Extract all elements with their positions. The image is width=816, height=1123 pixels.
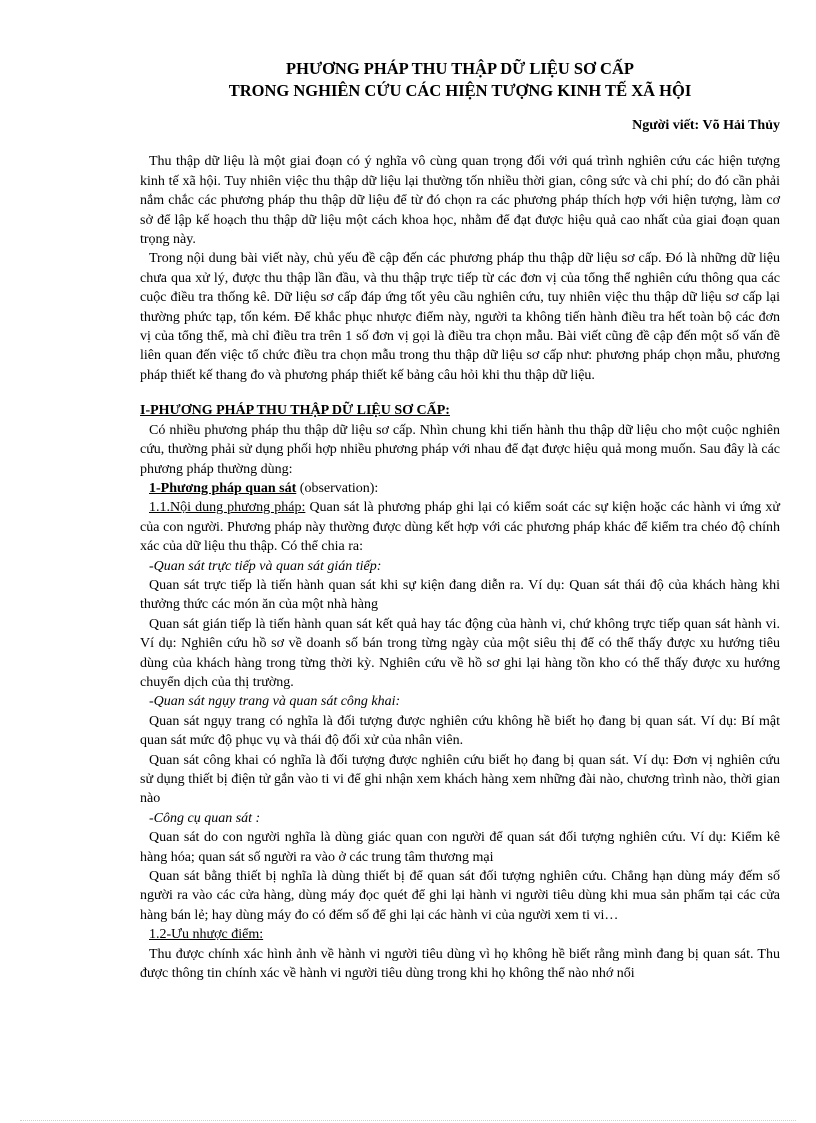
method-1-title: 1-Phương pháp quan sát	[149, 480, 297, 496]
subsection-1-2-paragraph: Thu được chính xác hình ảnh về hành vi người tiêu dùng vì họ không hề biết rằng mình đang bị quan sát. Thu được thông tin chính xác về hành vi người tiêu dùng trong khi họ không thể nào nhớ nổi	[140, 946, 780, 982]
section-1-paragraph: Có nhiều phương pháp thu thập dữ liệu sơ cấp. Nhìn chung khi tiến hành thu thập dữ liệu cho một cuộc nghiên cứu, thường phải sử dụng phối hợp nhiều phương pháp với nhau để đạt được hiệu quả mong muốn. Sau đây là các phương pháp thường dùng:	[140, 422, 780, 477]
type-b-paragraph-1: Quan sát ngụy trang có nghĩa là đối tượng được nghiên cứu không hề biết họ đang bị quan sát. Ví dụ: Bí mật quan sát mức độ phục vụ và thái độ đối xử của nhân viên.	[140, 713, 780, 749]
type-a-paragraph-1: Quan sát trực tiếp là tiến hành quan sát khi sự kiện đang diễn ra. Ví dụ: Quan sát thái độ của khách hàng khi thưởng thức các món ăn của một nhà hàng	[140, 577, 780, 613]
type-b-paragraph-2: Quan sát công khai có nghĩa là đối tượng được nghiên cứu biết họ đang bị quan sát. Ví dụ: Đơn vị nghiên cứu sử dụng thiết bị điện tử gắn vào ti vi để ghi nhận xem khách hàng xem những đài nào, chương trình nào, thời gian nào	[140, 752, 780, 807]
title-line-2: TRONG NGHIÊN CỨU CÁC HIỆN TƯỢNG KINH TẾ XÃ HỘI	[228, 81, 692, 100]
subsection-1-1	[140, 498, 780, 556]
intro-paragraph-2: Trong nội dung bài viết này, chủ yếu đề cập đến các phương pháp thu thập dữ liệu sơ cấp. Đó là những dữ liệu chưa qua xử lý, được thu thập lần đầu, và thu thập trực tiếp từ các đơn vị của tổng thể nghiên cứu thông qua các cuộc điều tra thống kê. Dữ liệu sơ cấp đáp ứng tốt yêu cầu nghiên cứu, tuy nhiên việc thu thập dữ liệu sơ cấp lại thường phức tạp, tốn kém. Để khắc phục nhược điểm này, người ta không tiến hành điều tra hết toàn bộ các đơn vị của tổng thể, mà chỉ điều tra trên 1 số đơn vị gọi là điều tra chọn mẫu. Bài viết cũng đề cập đến một số vấn đề liên quan đến việc tổ chức điều tra chọn mẫu trong thu thập dữ liệu sơ cấp như: phương pháp chọn mẫu, phương pháp thiết kế thang đo và phương pháp thiết kế bảng câu hỏi khi thu thập dữ liệu.	[140, 251, 780, 383]
section-1-heading: I-PHƯƠNG PHÁP THU THẬP DỮ LIỆU SƠ CẤP:	[140, 403, 450, 419]
method-1-heading-line	[140, 479, 780, 498]
intro-paragraph-1: Thu thập dữ liệu là một giai đoạn có ý nghĩa vô cùng quan trọng đối với quá trình nghiên cứu các hiện tượng kinh tế xã hội. Tuy nhiên việc thu thập dữ liệu lại thường tốn nhiều thời gian, công sức và chi phí; do đó cần phải nắm chắc các phương pháp thu thập dữ liệu để từ đó chọn ra các phương pháp thích hợp với hiện tượng, làm cơ sở để lập kế hoạch thu thập dữ liệu một cách khoa học, nhằm để đạt được hiệu quả cao nhất của giai đoạn quan trọng này.	[140, 154, 780, 248]
type-a-paragraph-2: Quan sát gián tiếp là tiến hành quan sát kết quả hay tác động của hành vi, chứ không trực tiếp quan sát hành vi. Ví dụ: Nghiên cứu hồ sơ về doanh số bán trong từng ngày của một siêu thị để có thể thấy được xu hướng tiêu dùng của khách hàng trong từng thời kỳ. Nghiên cứu về hồ sơ ghi lại hàng tồn kho có thể thấy được xu hướng chuyển dịch của thị trường.	[140, 616, 780, 690]
subsection-1-2-heading-line	[140, 925, 780, 944]
subsection-1-2-title: 1.2-Ưu nhược điểm:	[149, 927, 264, 943]
method-1-suffix: (observation):	[296, 480, 379, 496]
subsection-1-1-text: Quan sát là phương pháp ghi lại có kiểm soát các sự kiện hoặc các hành vi ứng xử của con người. Phương pháp này thường được dùng kết hợp với các phương pháp khác để kiểm tra chéo độ chính xác của dữ liệu thu thập. Có thể chia ra:	[140, 500, 780, 555]
type-c-paragraph-2: Quan sát bằng thiết bị nghĩa là dùng thiết bị để quan sát đối tượng nghiên cứu. Chẳng hạn dùng máy đếm số người ra vào các cửa hàng, dùng máy đọc quét để ghi lại hành vi người tiêu dùng khi mua sản phẩm tại các cửa hàng bán lẻ; hay dùng máy đo có đếm số để ghi lại các hành vi của người xem ti vi…	[140, 869, 780, 923]
author-line: Người viết: Võ Hải Thủy	[632, 118, 780, 133]
title-line-1: PHƯƠNG PHÁP THU THẬP DỮ LIỆU SƠ CẤP	[286, 59, 634, 78]
type-a-heading: -Quan sát trực tiếp và quan sát gián tiếp:	[149, 558, 382, 574]
document-page	[140, 58, 780, 983]
type-c-paragraph-1: Quan sát do con người nghĩa là dùng giác quan con người để quan sát đối tượng nghiên cứu. Ví dụ: Kiểm kê hàng hóa; quan sát số người ra vào ở các trung tâm thương mại	[140, 830, 780, 865]
type-b-heading: -Quan sát ngụy trang và quan sát công khai:	[149, 694, 401, 710]
page-bottom-rule	[20, 1120, 796, 1121]
subsection-1-1-title: 1.1.Nội dung phương pháp:	[149, 500, 306, 516]
type-c-heading: -Công cụ quan sát :	[149, 810, 261, 826]
